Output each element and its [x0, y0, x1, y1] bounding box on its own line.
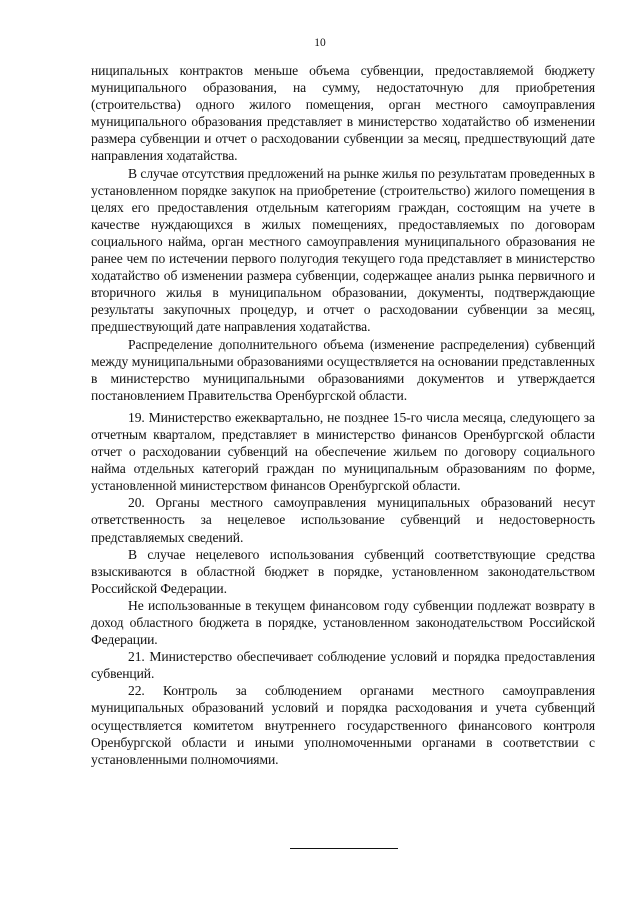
document-body — [91, 62, 595, 768]
paragraph-redistribution: Распределение дополнительного объема (изменение распределения) субвенций между муниципальными образованиями осуществляется на основании представленных в министерство муниципальными образованиями документов и утверждается постановлением Правительства Оренбургской области. — [91, 336, 595, 403]
page-number: 10 — [314, 37, 326, 49]
paragraph-clause-20: 20. Органы местного самоуправления муниципальных образований несут ответственность за нецелевое использование субвенций и недостоверность представляемых сведений. — [91, 495, 595, 545]
paragraph-no-offers: В случае отсутствия предложений на рынке жилья по результатам проведенных в установленном порядке закупок на приобретение (строительство) жилого помещения в целях его предоставления отдельным категориям граждан, состоящим на учете в качестве нуждающихся в жилых помещениях, предоставляемых по договорам социального найма, орган местного самоуправления муниципального образования не ранее чем по истечении первого полугодия текущего года представляет в министерство ходатайство об изменении размера субвенции, содержащее анализ рынка первичного и вторичного жилья в муниципальном образовании, документы, подтверждающие результаты закупочных процедур, и отчет о расходовании субвенции за месяц, предшествующий дате направления ходатайства. — [91, 165, 595, 335]
paragraph-clause-21: 21. Министерство обеспечивает соблюдение условий и порядка предоставления субвенций. — [91, 649, 595, 682]
paragraph-continuation: ниципальных контрактов меньше объема субвенции, предоставляемой бюджету муниципального образования, на сумму, недостаточную для приобретения (строительства) одного жилого помещения, орган местного самоуправления муниципального образования представляет в министерство ходатайство об изменении размера субвенции и отчет о расходовании субвенции за месяц, предшествующий дате направления ходатайства. — [91, 63, 595, 164]
end-divider — [290, 848, 398, 849]
paragraph-misuse: В случае нецелевого использования субвенций соответствующие средства взыскиваются в областной бюджет в порядке, установленном законодательством Российской Федерации. — [91, 546, 595, 596]
paragraph-unused-return: Не использованные в текущем финансовом году субвенции подлежат возврату в доход областного бюджета в порядке, установленном законодательством Российской Федерации. — [91, 597, 595, 648]
paragraph-clause-22: 22. Контроль за соблюдением органами местного самоуправления муниципальных образований условий и порядка расходования и учета субвенций осуществляется комитетом внутреннего государственного финансового контроля Оренбургской области и иными уполномоченными органами в соответствии с установленными полномочиями. — [91, 683, 595, 767]
paragraph-clause-19: 19. Министерство ежеквартально, не позднее 15-го числа месяца, следующего за отчетным кварталом, представляет в министерство финансов Оренбургской области отчет о расходовании субвенций на обеспечение жильем по договору социального найма отдельных категорий граждан по муниципальным образованиям по форме, установленной министерством финансов Оренбургской области. — [91, 409, 595, 494]
